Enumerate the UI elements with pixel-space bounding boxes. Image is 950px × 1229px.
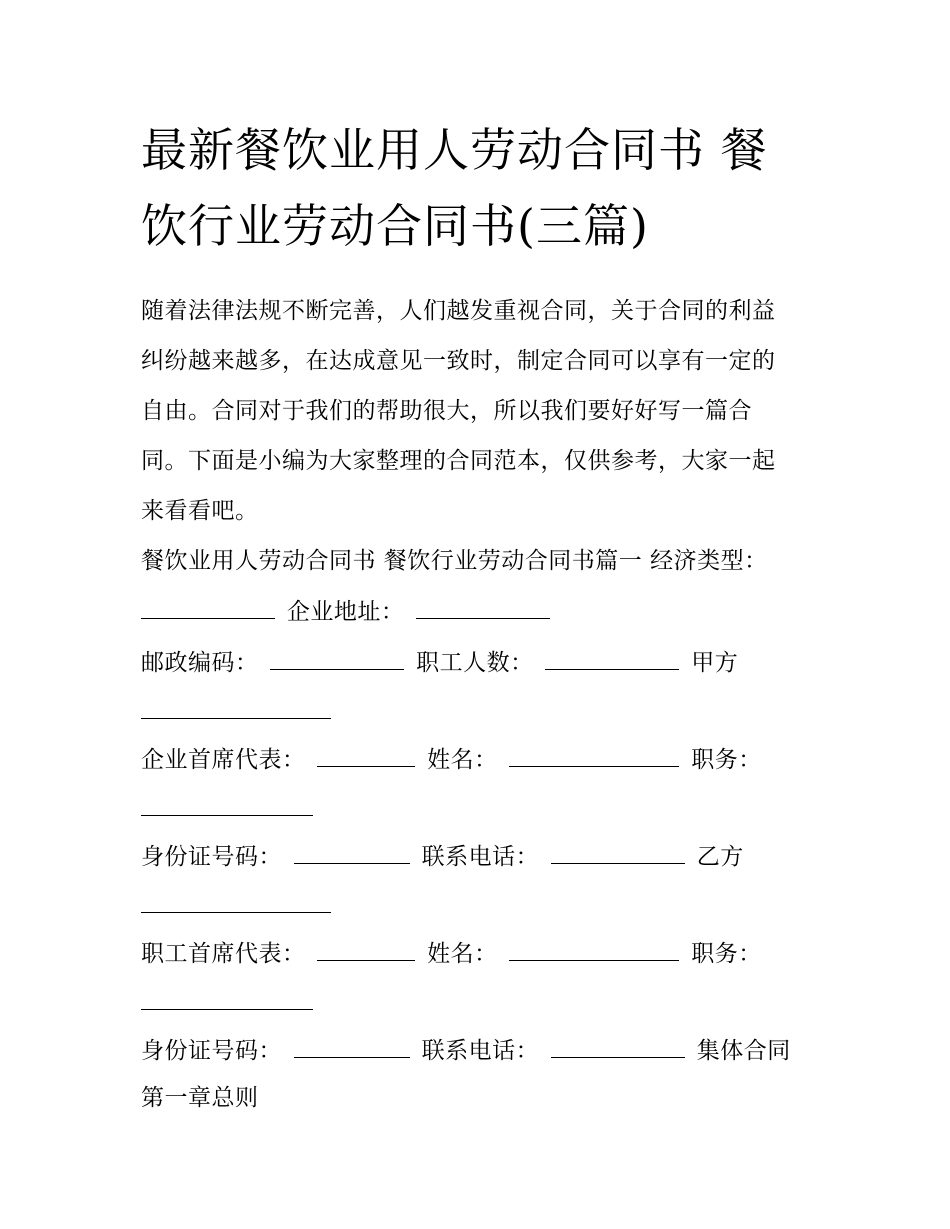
enterprise-address-label: 企业地址： [286, 599, 405, 625]
party-a-blank[interactable] [141, 717, 331, 719]
phone-label-2: 联系电话： [421, 1038, 540, 1064]
staff-count-blank[interactable] [545, 668, 679, 670]
intro-line: 自由。合同对于我们的帮助很大，所以我们要好好写一篇合 [141, 398, 752, 424]
section-heading-line [141, 536, 821, 587]
intro-line: 随着法律法规不断完善，人们越发重视合同，关于合同的利益 [141, 298, 776, 324]
form-line-4 [141, 735, 821, 786]
intro-line: 来看看吧。 [141, 498, 259, 524]
staff-rep-blank[interactable] [317, 959, 415, 961]
form-line-7 [141, 883, 821, 929]
position-blank-2[interactable] [141, 1008, 313, 1010]
name-blank-1[interactable] [509, 765, 679, 767]
form-line-8 [141, 929, 821, 980]
id-number-label-2: 身份证号码： [141, 1038, 282, 1064]
party-a-label: 甲方 [691, 650, 739, 676]
id-number-blank-1[interactable] [294, 862, 410, 864]
title-line-1: 最新餐饮业用人劳动合同书 餐 [141, 123, 768, 177]
staff-count-label: 职工人数： [416, 650, 534, 676]
form-line-9 [141, 980, 821, 1026]
postal-code-blank[interactable] [270, 668, 404, 670]
party-b-label: 乙方 [696, 844, 744, 870]
name-label-2: 姓名： [427, 941, 498, 967]
document-content [141, 112, 821, 1119]
phone-label-1: 联系电话： [421, 844, 540, 870]
name-label-1: 姓名： [427, 747, 498, 773]
phone-blank-1[interactable] [551, 862, 685, 864]
collective-contract-label: 集体合同 [696, 1038, 791, 1064]
enterprise-rep-label: 企业首席代表： [141, 747, 306, 773]
form-line-2 [141, 638, 821, 689]
form-line-3 [141, 689, 821, 735]
form-line-10 [141, 1026, 821, 1077]
intro-line: 同。下面是小编为大家整理的合同范本，仅供参考，大家一起 [141, 448, 776, 474]
id-number-blank-2[interactable] [294, 1056, 410, 1058]
title-line-2: 饮行业劳动合同书(三篇) [141, 199, 649, 253]
section-heading: 餐饮业用人劳动合同书 餐饮行业劳动合同书篇一 经济类型： [141, 548, 768, 574]
enterprise-address-blank[interactable] [416, 617, 550, 619]
intro-line: 纠纷越来越多，在达成意见一致时，制定合同可以享有一定的 [141, 348, 776, 374]
document-title [141, 112, 821, 264]
enterprise-rep-blank[interactable] [317, 765, 415, 767]
position-label-1: 职务： [691, 747, 762, 773]
intro-paragraph [141, 286, 821, 536]
position-blank-1[interactable] [141, 814, 313, 816]
name-blank-2[interactable] [509, 959, 679, 961]
form-line-1 [141, 587, 821, 638]
chapter-line [141, 1077, 821, 1119]
form-line-6 [141, 832, 821, 883]
id-number-label-1: 身份证号码： [141, 844, 282, 870]
postal-code-label: 邮政编码： [141, 650, 259, 676]
chapter-heading: 第一章总则 [141, 1085, 259, 1111]
phone-blank-2[interactable] [551, 1056, 685, 1058]
position-label-2: 职务： [691, 941, 762, 967]
economic-type-blank[interactable] [141, 617, 275, 619]
party-b-blank[interactable] [141, 911, 331, 913]
staff-rep-label: 职工首席代表： [141, 941, 306, 967]
form-line-5 [141, 786, 821, 832]
